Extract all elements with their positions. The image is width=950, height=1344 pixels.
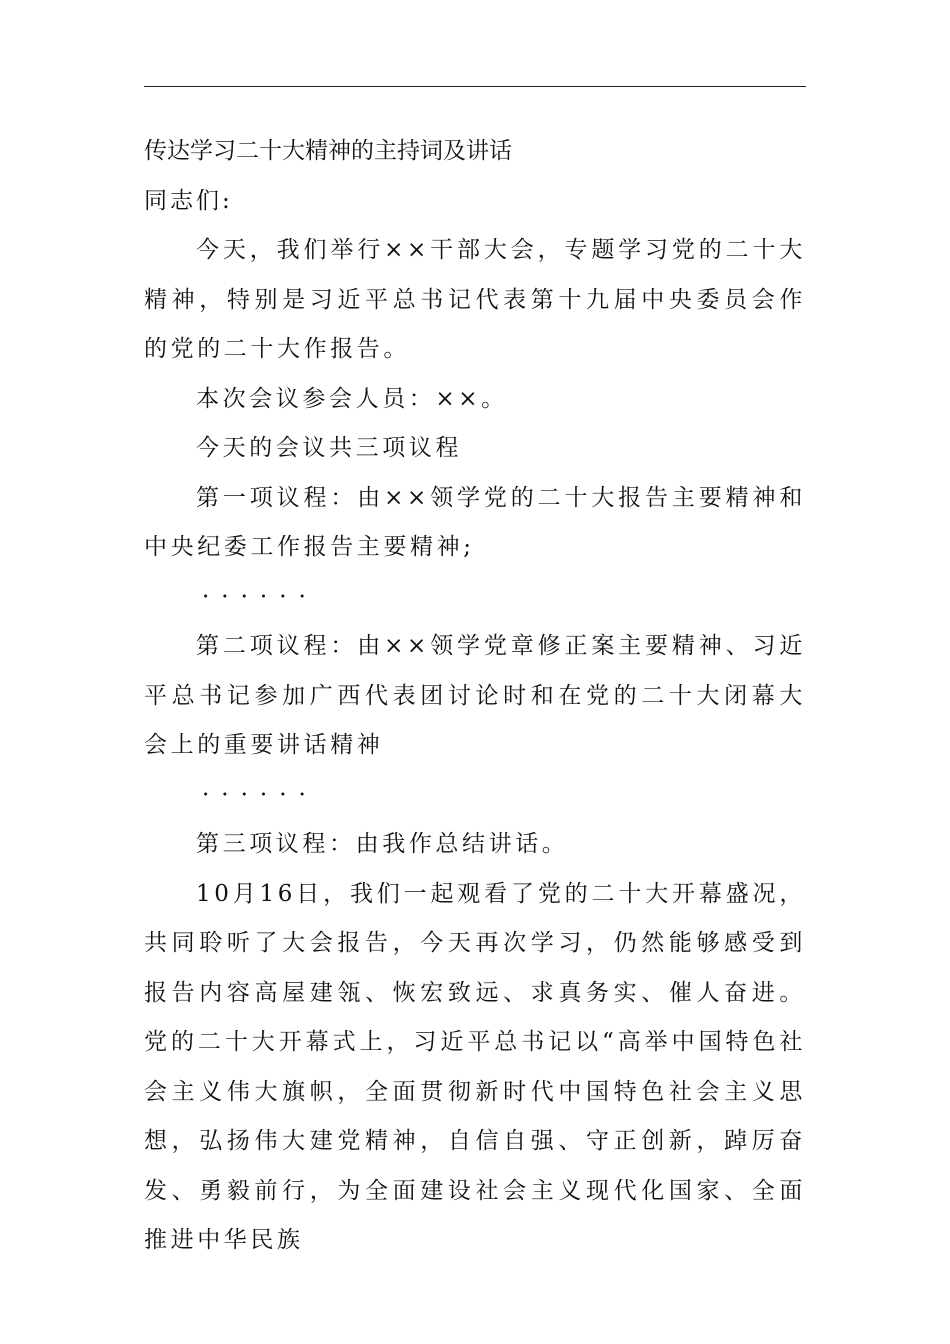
paragraph-agenda-item-3: 第三项议程：由我作总结讲话。 [196, 831, 569, 857]
paragraph-agenda-item-2: 第二项议程：由××领学党章修正案主要精神、习近平总书记参加广西代表团讨论时和在党的二十大闭幕大会上的重要讲话精神 [144, 633, 806, 758]
paragraph-agenda-intro: 今天的会议共三项议程 [196, 435, 462, 461]
paragraph-attendees: 本次会议参会人员：××。 [196, 385, 508, 412]
header-rule [144, 86, 806, 87]
document-body [144, 226, 806, 1266]
document-title: 传达学习二十大精神的主持词及讲话 [144, 138, 512, 164]
salutation: 同志们: [144, 188, 233, 214]
paragraph-speech-body: 10月16日，我们一起观看了党的二十大开幕盛况，共同聆听了大会报告，今天再次学习，仍然能够感受到报告内容高屋建瓴、恢宏致远、求真务实、催人奋进。党的二十大开幕式上，习近平总书记以“高举中国特色社会主义伟大旗帜，全面贯彻新时代中国特色社会主义思想，弘扬伟大建党精神，自信自强、守正创新，踔厉奋发、勇毅前行，为全面建设社会主义现代化国家、全面推进中华民族 [144, 880, 806, 1253]
ellipsis-1: ······ [202, 583, 318, 610]
paragraph-opening: 今天，我们举行××干部大会，专题学习党的二十大精神，特别是习近平总书记代表第十九届中央委员会作的党的二十大作报告。 [144, 237, 806, 362]
ellipsis-2: ······ [202, 781, 318, 808]
paragraph-agenda-item-1: 第一项议程：由××领学党的二十大报告主要精神和中央纪委工作报告主要精神; [144, 484, 806, 560]
